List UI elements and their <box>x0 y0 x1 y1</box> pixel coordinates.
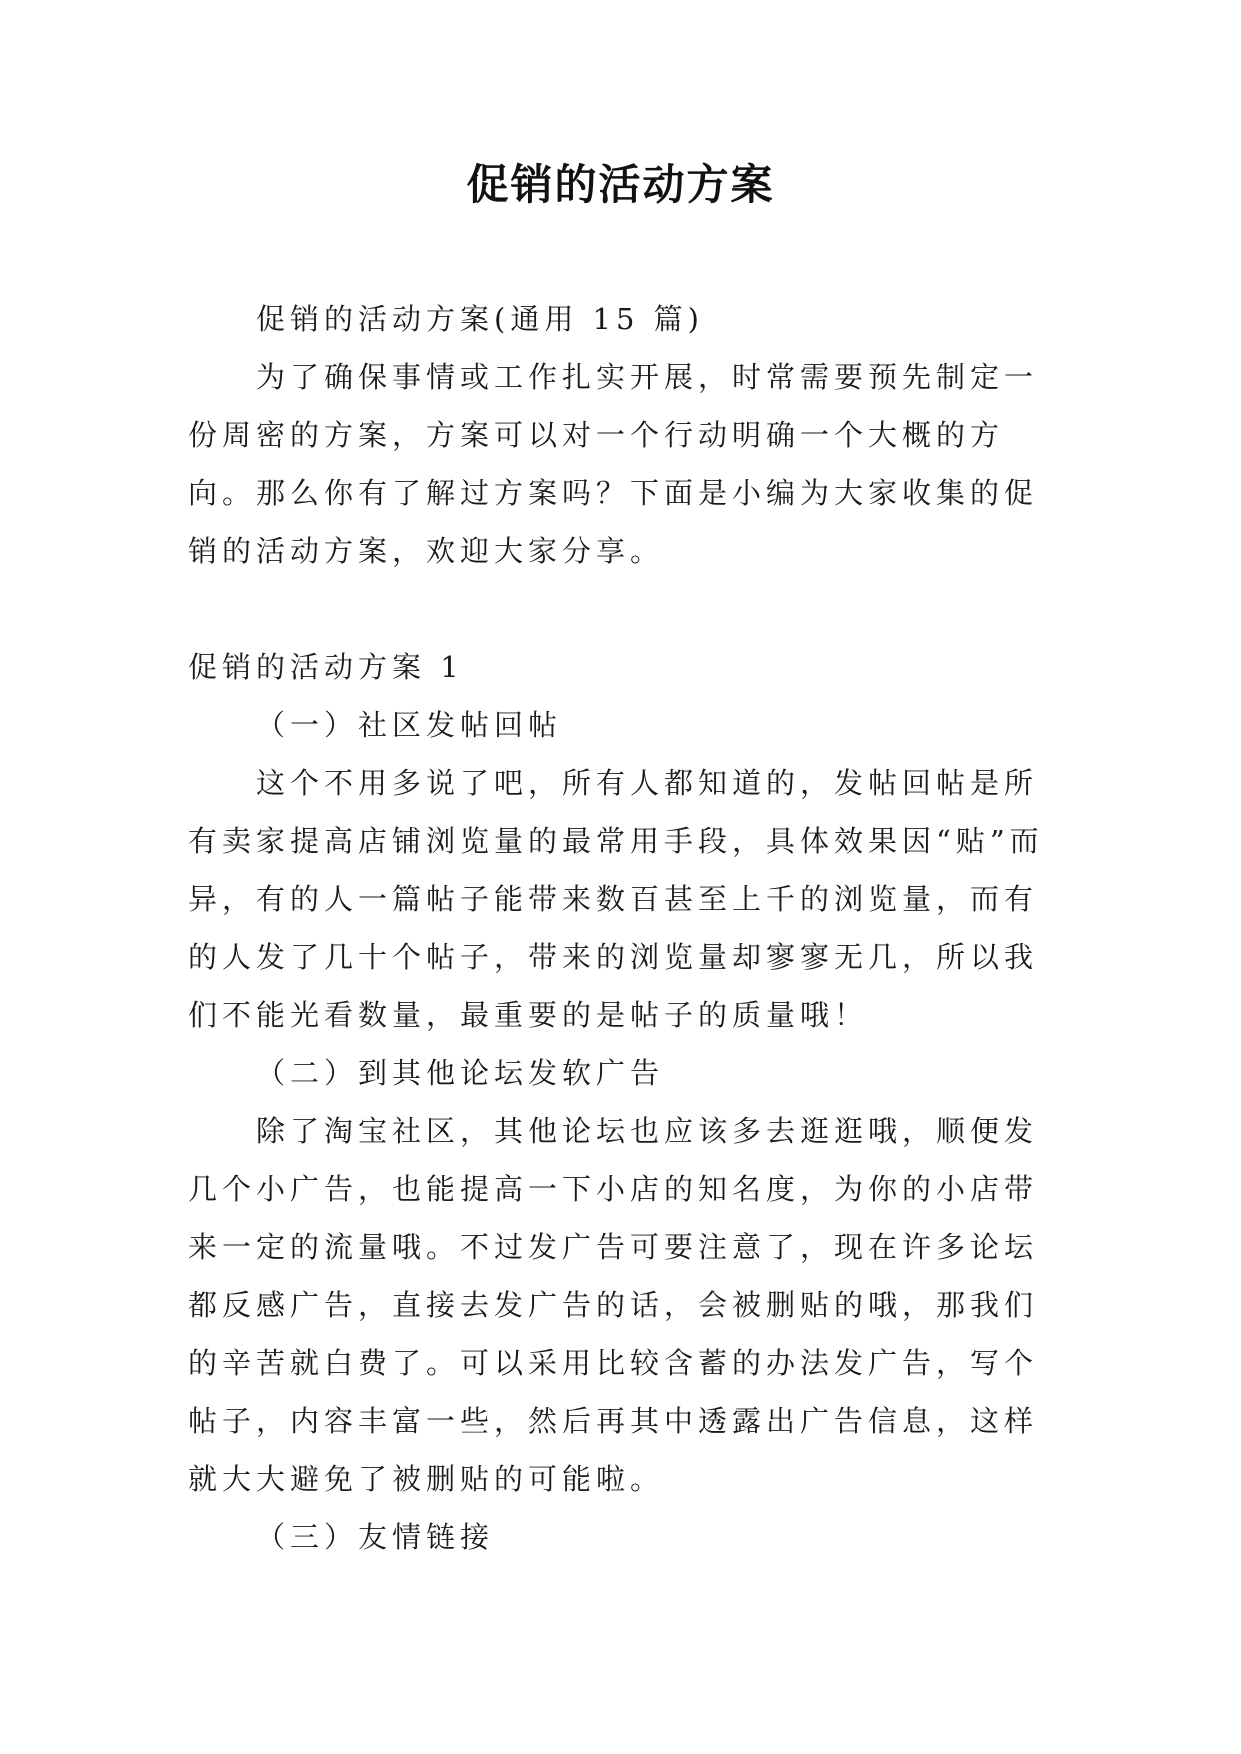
document-body <box>188 290 1050 1566</box>
subheading-1: （一）社区发帖回帖 <box>256 708 563 742</box>
document-subtitle: 促销的活动方案(通用 15 篇) <box>256 302 704 336</box>
subheading-2: （二）到其他论坛发软广告 <box>256 1056 665 1090</box>
intro-paragraph: 为了确保事情或工作扎实开展，时常需要预先制定一份周密的方案，方案可以对一个行动明确一个大概的方向。那么你有了解过方案吗？下面是小编为大家收集的促销的活动方案，欢迎大家分享。 <box>188 360 1039 568</box>
paragraph-1: 这个不用多说了吧，所有人都知道的，发帖回帖是所有卖家提高店铺浏览量的最常用手段，具体效果因“贴”而异，有的人一篇帖子能带来数百甚至上千的浏览量，而有的人发了几十个帖子，带来的浏览量却寥寥无几，所以我们不能光看数量，最重要的是帖子的质量哦！ <box>188 766 1044 1032</box>
document-title: 促销的活动方案 <box>466 160 775 209</box>
subheading-3: （三）友情链接 <box>256 1520 495 1554</box>
paragraph-2: 除了淘宝社区，其他论坛也应该多去逛逛哦，顺便发几个小广告，也能提高一下小店的知名度，为你的小店带来一定的流量哦。不过发广告可要注意了，现在许多论坛都反感广告，直接去发广告的话，会被删贴的哦，那我们的辛苦就白费了。可以采用比较含蓄的办法发广告，写个帖子，内容丰富一些，然后再其中透露出广告信息，这样就大大避免了被删贴的可能啦。 <box>188 1114 1039 1496</box>
section-title: 促销的活动方案 1 <box>188 650 464 684</box>
